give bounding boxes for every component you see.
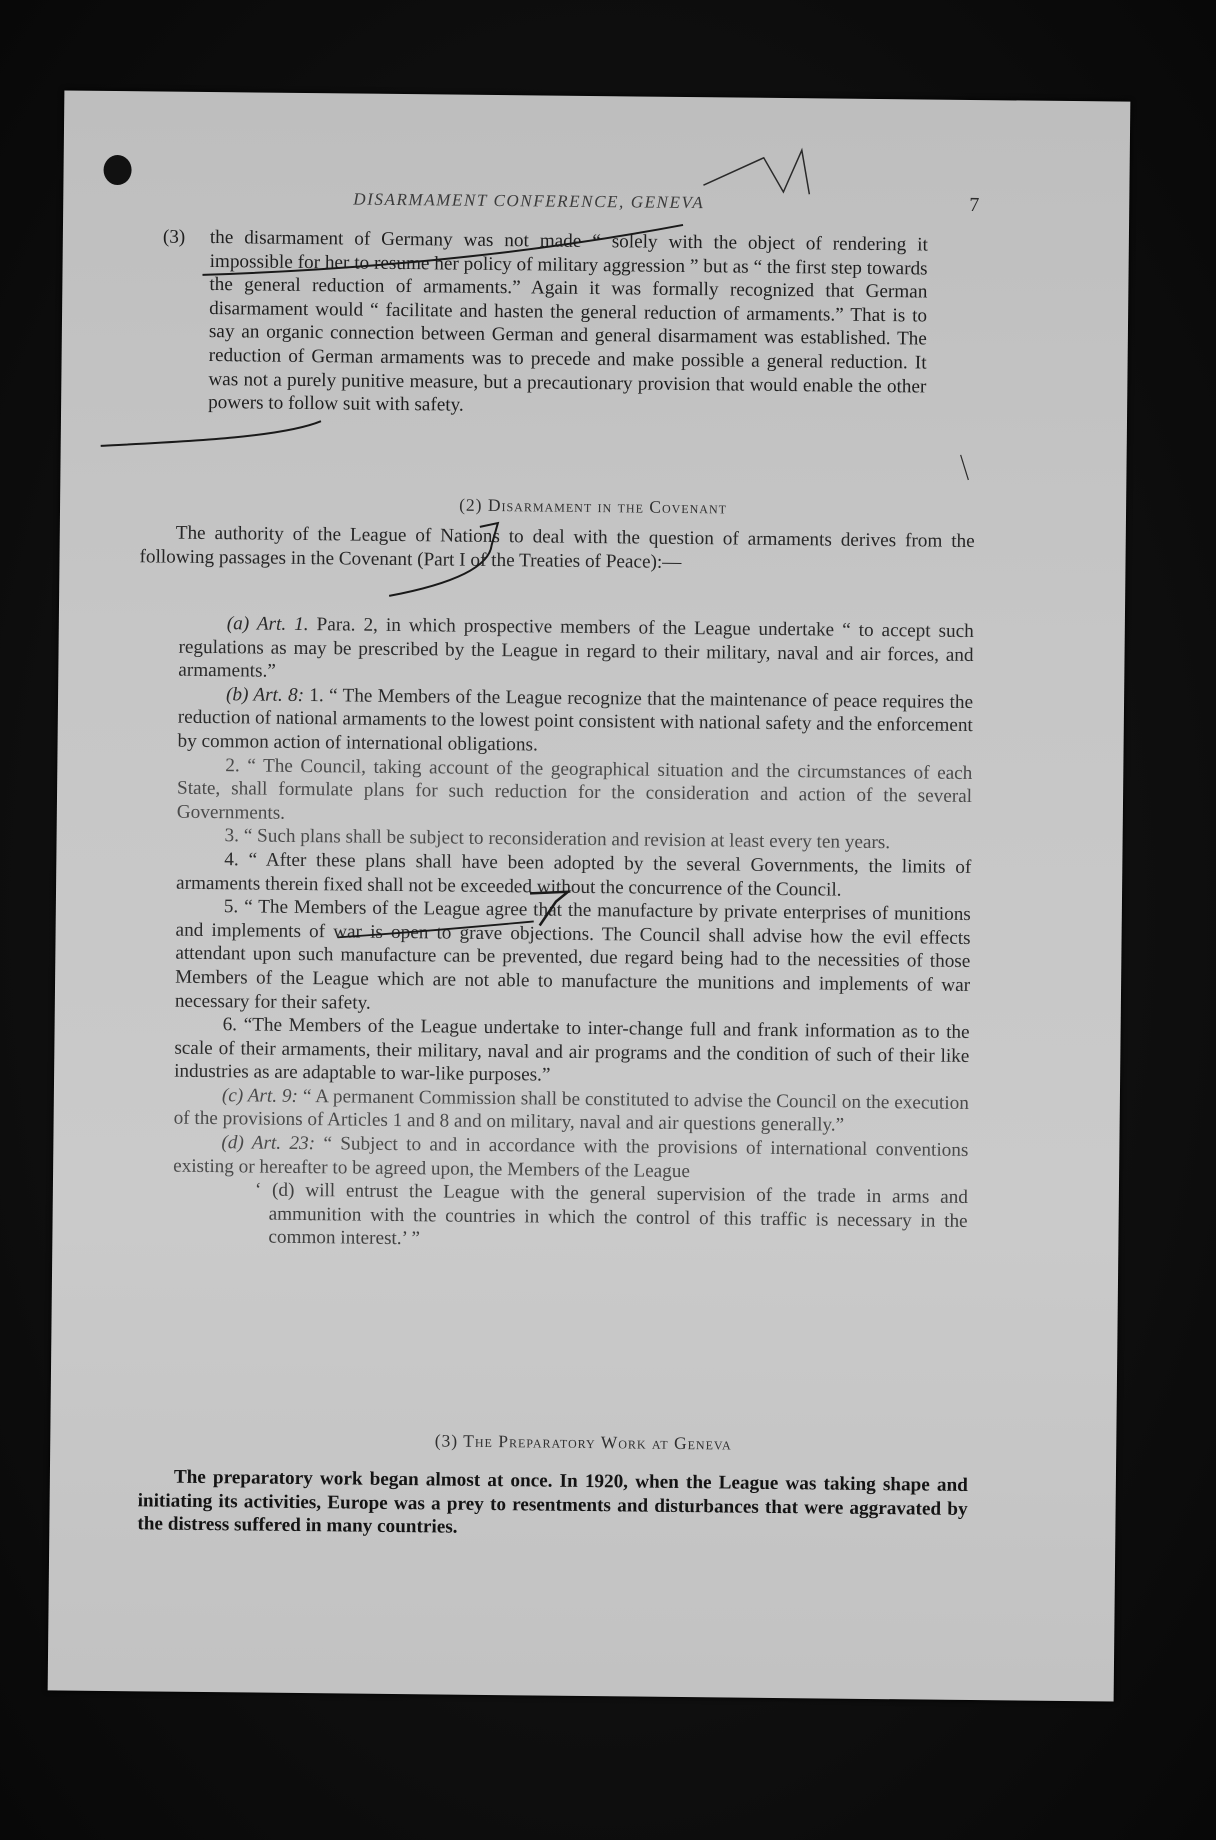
article-d-label: (d) Art. 23:: [221, 1132, 316, 1155]
article-d: [173, 1131, 968, 1187]
article-a: [178, 612, 974, 691]
item-3-block: [161, 226, 973, 423]
article-a-text: Para. 2, in which prospective members of the League undertake “ to accept such regulations as may be prescribed by the League in regard to their military, naval and air forces, and armaments.”: [178, 614, 974, 682]
ink-line-section-break: [101, 419, 321, 448]
article-c: [174, 1084, 969, 1140]
article-b-4: 4. “ After these plans shall have been adopted by the several Governments, the limits of armaments therein fixed shall not be exceeded without the concurrence of the Council.: [176, 849, 972, 901]
section-2-intro-block: [139, 521, 974, 577]
article-b-6: 6. “The Members of the League undertake to inter-change full and frank information as to the scale of their armaments, their military, naval and air programs and the condition of such of their like industries as are adaptable to war-like purposes.”: [174, 1014, 970, 1086]
article-b-3: 3. “ Such plans shall be subject to reconsideration and revision at least every ten years.: [224, 825, 891, 854]
ink-margin-tick: [960, 455, 968, 480]
article-c-label: (c) Art. 9:: [221, 1085, 299, 1107]
ink-mark-heading: [703, 149, 809, 194]
article-a-label: (a) Art. 1.: [226, 613, 309, 636]
section-2-heading: (2) Disarmament in the Covenant: [459, 494, 728, 518]
section-2-intro: The authority of the League of Nations to deal with the question of armaments derives from the following passages in the Covenant (Part I of the Treaties of Peace):—: [139, 522, 975, 573]
article-d-quoted: ‘ (d) will entrust the League with the general supervision of the trade in arms and ammunition with the countries in which the control of this traffic is necessary in the common interest.’ ”: [254, 1179, 968, 1250]
section-3-heading: (3) The Preparatory Work at Geneva: [434, 1430, 732, 1454]
covenant-articles: [172, 612, 974, 1257]
article-b-1-text: 1. “ The Members of the League recognize that the maintenance of peace requires the reduction of national armaments to the lowest point consistent with national safety and the enforcement by common action of international obligations.: [177, 684, 974, 756]
page-number: 7: [969, 193, 980, 217]
document-page: [48, 90, 1131, 1701]
article-b-5: 5. “ The Members of the League agree that the manufacture by private enterprises of munitions and implements of war is open to grave objections. The Council shall advise how the evil effects attendant upon such manufacture can be prevented, due regard being had to the necessities of those Members of the League which are not able to manufacture the munitions and implements of war necessary for their safety.: [174, 896, 971, 1014]
section-3-intro: The preparatory work began almost at once. In 1920, when the League was taking shape and initiating its activities, Europe was a prey to resentments and disturbances that were aggravated by the distress suffered in many countries.: [137, 1466, 968, 1538]
article-b-1: [177, 682, 973, 761]
running-head: [63, 186, 1129, 221]
article-c-text: “ A permanent Commission shall be constituted to advise the Council on the execution of the provisions of Articles 1 and 8 and on military, naval and air questions generally.”: [173, 1085, 969, 1137]
running-title: DISARMAMENT CONFERENCE, GENEVA: [353, 189, 705, 213]
article-b-2: 2. “ The Council, taking account of the geographical situation and the circumstances of each State, shall formulate plans for such reduction for the consideration and action of the several Governments.: [176, 754, 973, 824]
article-b-label: (b) Art. 8:: [225, 683, 305, 706]
punch-hole: [103, 155, 131, 185]
item-3-text: the disarmament of Germany was not made “ solely with the object of rendering it impossible for her to resume her policy of military aggression ” but as “ the first step towards the general reduction of armaments.” Again it was formally recognized that German disarmament would “ facilitate and hasten the general reduction of armaments.” That is to say an organic connection between German and general disarmament was established. The reduction of German armaments was to precede and make possible a general reduction. It was not a purely punitive measure, but a precautionary provision that would enable the other powers to follow suit with safety.: [208, 226, 928, 416]
item-3-number: (3): [162, 226, 186, 248]
article-d-text: “ Subject to and in accordance with the provisions of international conventions existing or hereafter to be agreed upon, the Members of the League: [173, 1133, 969, 1182]
section-3-intro-block: [137, 1465, 968, 1544]
